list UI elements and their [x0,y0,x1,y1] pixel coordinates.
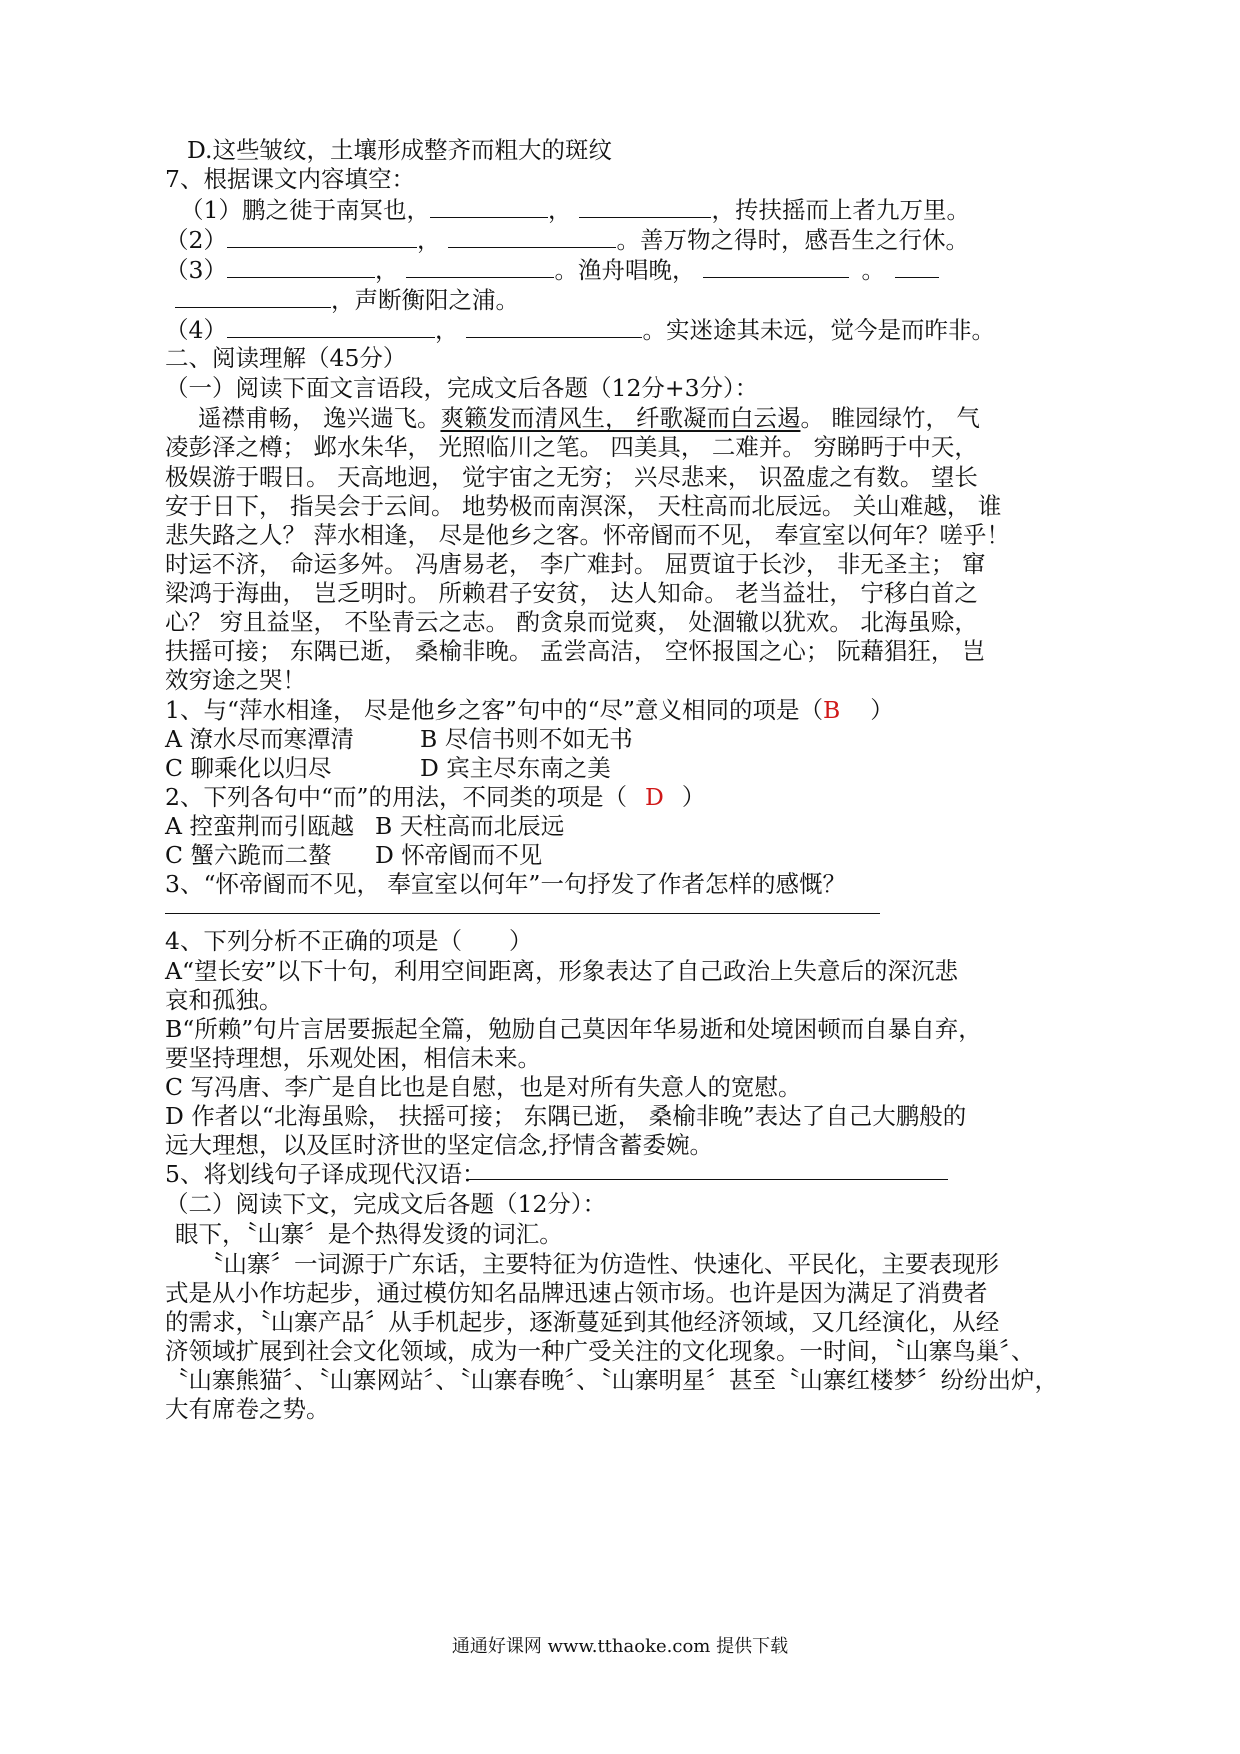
q7-l4-a: （4） [165,316,227,344]
q7-l4-c: 。实迷途其未远，觉今是而昨非。 [642,316,995,344]
passage-line: 悲失路之人？ 萍水相逢， 尽是他乡之客。怀帝阍而不见， 奉宣室以何年？嗟乎！ [165,521,1010,549]
q7-l3-b: ， [374,256,399,284]
question-1 [165,694,894,726]
article-line: 大有席卷之势。 [165,1395,330,1423]
q4-option-a[interactable]: A“望长安”以下十句，利用空间距离，形象表达了自己政治上失意后的深沉悲 [165,957,958,985]
fill-blank[interactable] [406,253,554,278]
fill-blank[interactable] [430,193,548,218]
q4-option-d[interactable]: D 作者以“北海虽赊， 扶摇可接； 东隅已逝， 桑榆非晚”表达了自己大鹏般的 [165,1102,967,1130]
q1-stem: 1、与“萍水相逢， 尽是他乡之客”句中的“尽”意义相同的项是（ [165,696,823,724]
q2-option-c[interactable]: C 蟹六跪而二螯 [165,841,332,869]
part2-title: （二）阅读下文，完成文后各题（12分）： [165,1190,607,1218]
passage-line: 梁鸿于海曲， 岂乏明时。 所赖君子安贫， 达人知命。 老当益壮， 宁移白首之 [165,579,978,607]
q2-answer: D [644,783,664,811]
q7-l2-a: （2） [165,226,227,254]
q7-l1-a: （1）鹏之徙于南冥也， [180,196,430,224]
q7-l3-e: ，声断衡阳之浦。 [331,286,519,314]
article-line: 〝山寨熊猫〞、〝山寨网站〞、〝山寨春晚〞、〝山寨明星〞甚至〝山寨红楼梦〞纷纷出炉， [165,1366,1058,1394]
answer-line[interactable] [466,1179,948,1180]
q1-option-c[interactable]: C 聊乘化以归尽 [165,754,332,782]
article-line: 的需求，〝山寨产品〞从手机起步，逐渐蔓延到其他经济领域，又几经演化，从经 [165,1308,1000,1336]
passage-l1-a: 遥襟甫畅， 逸兴遄飞。 [198,404,441,432]
fill-blank[interactable] [227,313,435,338]
q1-option-a[interactable]: A 潦水尽而寒潭清 [165,725,354,753]
q2-option-a[interactable]: A 控蛮荆而引瓯越 [165,812,354,840]
article-line: 式是从小作坊起步，通过模仿知名品牌迅速占领市场。也许是因为满足了消费者 [165,1279,988,1307]
q2-option-b[interactable]: B 天柱高而北辰远 [375,812,565,840]
q7-l3-d: 。 [861,256,885,284]
q2-stem: 2、下列各句中“而”的用法，不同类的项是（ [165,783,627,811]
q7-l4-b: ， [434,316,459,344]
passage-line: 极娱游于暇日。 天高地迥， 觉宇宙之无穷； 兴尽悲来， 识盈虚之有数。 望长 [165,463,978,491]
q7-line-3b [175,283,519,316]
fill-blank[interactable] [579,193,711,218]
article-line: 济领域扩展到社会文化领域，成为一种广受关注的文化现象。一时间，〝山寨鸟巢〞、 [165,1337,1035,1365]
page-footer: 通通好课网 www.tthaoke.com 提供下载 [451,1636,789,1657]
question-3: 3、“怀帝阍而不见， 奉宣室以何年”一句抒发了作者怎样的感慨？ [165,870,846,898]
passage-line: 凌彭泽之樽； 邺水朱华， 光照临川之笔。 四美具， 二难并。 穷睇眄于中天， [165,433,978,461]
fill-blank[interactable] [466,313,642,338]
q1-option-d[interactable]: D 宾主尽东南之美 [420,754,611,782]
part1-title: （一）阅读下面文言语段，完成文后各题（12分+3分）： [165,374,759,402]
passage-line: 心？ 穷且益坚， 不坠青云之志。 酌贪泉而觉爽， 处涸辙以犹欢。 北海虽赊， [165,608,978,636]
q7-l1-b: ， [547,196,572,224]
q2-close: ） [681,783,706,811]
passage-l1-c: 。 睢园绿竹， 气 [800,404,980,432]
q7-l3-a: （3） [165,256,227,284]
fill-blank[interactable] [895,253,939,278]
option-d-line: D.这些皱纹，土壤形成整齐而粗大的斑纹 [187,136,612,164]
q7-line-1 [180,193,970,226]
article-intro: 眼下，〝山寨〞是个热得发烫的词汇。 [175,1220,563,1248]
fill-blank[interactable] [227,253,375,278]
q1-option-b[interactable]: B 尽信书则不如无书 [420,725,633,753]
q4-option-c[interactable]: C 写冯唐、李广是自比也是自慰，也是对所有失意人的宽慰。 [165,1073,802,1101]
q7-line-2 [165,223,969,256]
fill-blank[interactable] [227,223,417,248]
q2-option-d[interactable]: D 怀帝阍而不见 [375,841,543,869]
q4-option-d-cont: 远大理想，以及匡时济世的坚定信念,抒情含蓄委婉。 [165,1131,713,1159]
fill-blank[interactable] [703,253,849,278]
question-5: 5、将划线句子译成现代汉语： [165,1160,486,1188]
fill-blank[interactable] [448,223,616,248]
q1-close: ） [870,696,894,724]
q7-line-3 [165,253,939,286]
fill-blank[interactable] [175,283,331,308]
passage-line: 时运不济， 命运多舛。 冯唐易老， 李广难封。 屈贾谊于长沙， 非无圣主； 窜 [165,550,986,578]
section-heading: 二、阅读理解（45分） [165,344,407,372]
q4-option-b-cont: 要坚持理想，乐观处困，相信未来。 [165,1044,541,1072]
passage-line [198,402,980,434]
passage-line: 效穷途之哭！ [165,666,306,694]
q1-answer: B [822,696,841,724]
q7-l2-c: 。善万物之得时，感吾生之行休。 [616,226,969,254]
q7-l2-b: ， [416,226,441,254]
passage-line: 扶摇可接； 东隅已逝， 桑榆非晚。 孟尝高洁， 空怀报国之心； 阮藉猖狂， 岂 [165,637,986,665]
q7-l1-c: ，抟扶摇而上者九万里。 [711,196,970,224]
q4-option-a-cont: 哀和孤独。 [165,986,283,1014]
question-2 [165,781,705,813]
answer-line[interactable] [165,913,880,914]
article-line: 〝山寨〞一词源于广东话，主要特征为仿造性、快速化、平民化，主要表现形 [200,1250,999,1278]
q4-option-b[interactable]: B“所赖”句片言居要振起全篇，勉励自己莫因年华易逝和处境困顿而自暴自弃， [165,1015,982,1043]
q7-l3-c: 。渔舟唱晚， [554,256,696,284]
question-4: 4、下列分析不正确的项是（ ） [165,927,533,955]
underlined-sentence: 爽籁发而清风生， 纤歌凝而白云遏 [440,404,801,432]
passage-line: 安于日下， 指吴会于云间。 地势极而南溟深， 天柱高而北辰远。 关山难越， 谁 [165,492,1002,520]
q7-title: 7、根据课文内容填空： [165,165,415,193]
